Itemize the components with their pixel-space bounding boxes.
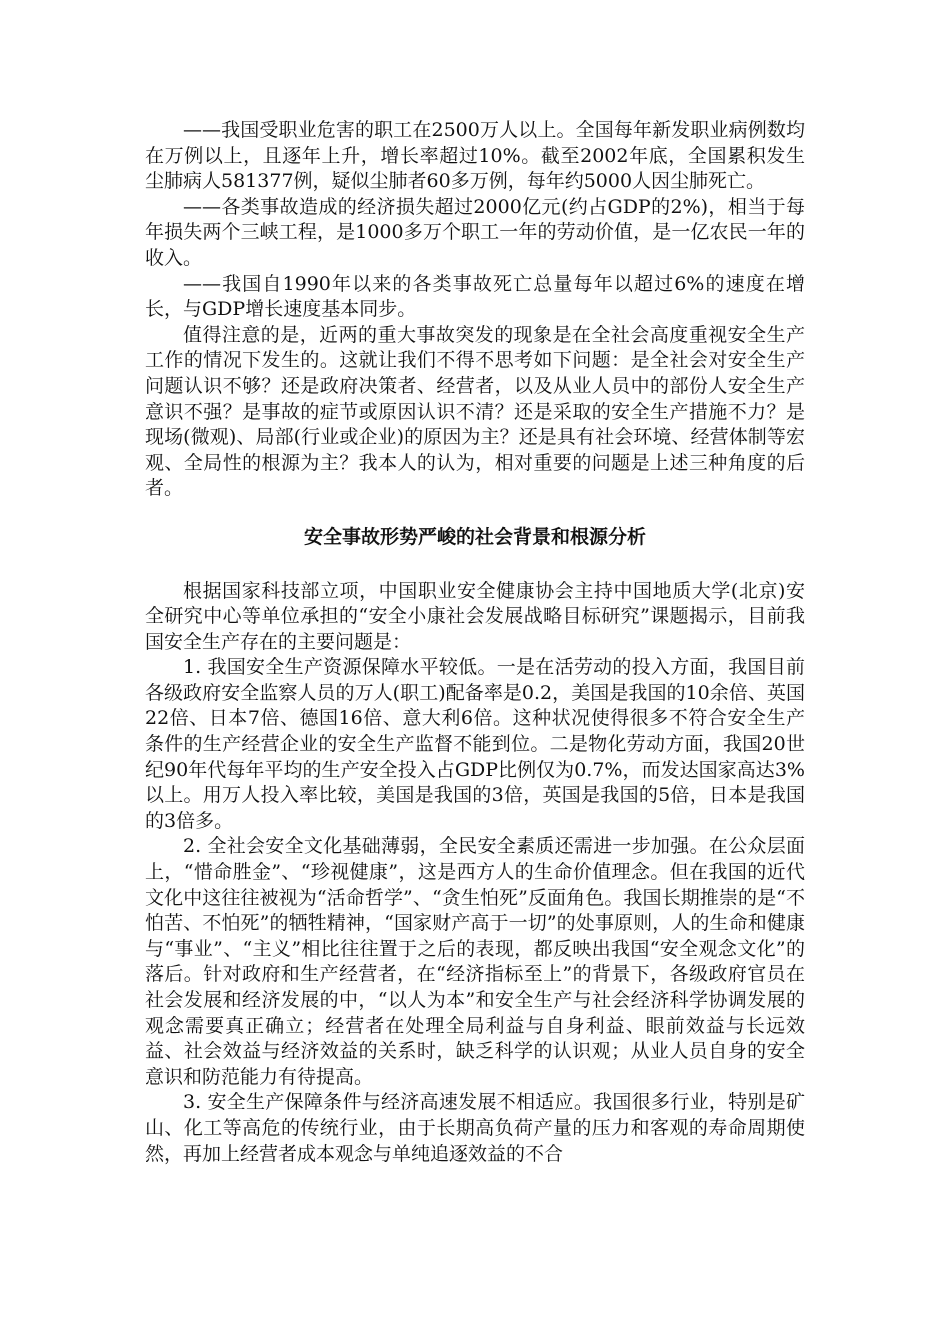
paragraph-research-intro: 根据国家科技部立项，中国职业安全健康协会主持中国地质大学(北京)安全研究中心等单位承担的“安全小康社会发展战略目标研究”课题揭示，目前我国安全生产存在的主要问题是： — [145, 579, 805, 653]
paragraph-questions: 值得注意的是，近两的重大事故突发的现象是在全社会高度重视安全生产工作的情况下发生的。这就让我们不得不思考如下问题：是全社会对安全生产问题认识不够？还是政府决策者、经营者，以及从业人员中的部份人安全生产意识不强？是事故的症节或原因认识不清？还是采取的安全生产措施不力？是现场(微观)、局部(行业或企业)的原因为主？还是具有社会环境、经营体制等宏观、全局性的根源为主？我本人的认为，相对重要的问题是上述三种角度的后者。 — [145, 323, 805, 500]
paragraph-occupational-hazard: ——我国受职业危害的职工在2500万人以上。全国每年新发职业病例数均在万例以上，且逐年上升，增长率超过10%。截至2002年底，全国累积发生尘肺病人581377例，疑似尘肺者60多万例，每年约5000人因尘肺死亡。 — [145, 119, 805, 193]
paragraph-item-2-culture: 2. 全社会安全文化基础薄弱，全民安全素质还需进一步加强。在公众层面上，“惜命胜金”、“珍视健康”，这是西方人的生命价值理念。但在我国的近代文化中这往往被视为“活命哲学”、“贪生怕死”反面角色。我国长期推崇的是“不怕苦、不怕死”的牺牲精神，“国家财产高于一切”的处事原则，人的生命和健康与“事业”、“主义”相比往往置于之后的表现，都反映出我国“安全观念文化”的落后。针对政府和生产经营者，在“经济指标至上”的背景下，各级政府官员在社会发展和经济发展的中，“以人为本”和安全生产与社会经济科学协调发展的观念需要真正确立；经营者在处理全局利益与自身利益、眼前效益与长远效益、社会效益与经济效益的关系时，缺乏科学的认识观；从业人员自身的安全意识和防范能力有待提高。 — [145, 835, 805, 1088]
document-page — [145, 118, 805, 1167]
paragraph-death-growth: ——我国自1990年以来的各类事故死亡总量每年以超过6%的速度在增长，与GDP增长速度基本同步。 — [145, 272, 805, 321]
paragraph-item-1-resources: 1. 我国安全生产资源保障水平较低。一是在活劳动的投入方面，我国目前各级政府安全监察人员的万人(职工)配备率是0.2，美国是我国的10余倍、英国22倍、日本7倍、德国16倍、意大利6倍。这种状况使得很多不符合安全生产条件的生产经营企业的安全生产监督不能到位。二是物化劳动方面，我国20世纪90年代每年平均的生产安全投入占GDP比例仅为0.7%，而发达国家高达3%以上。用万人投入率比较，美国是我国的3倍，英国是我国的5倍，日本是我国的3倍多。 — [145, 656, 805, 832]
section-heading: 安全事故形势严峻的社会背景和根源分析 — [303, 525, 646, 548]
paragraph-item-3-conditions: 3. 安全生产保障条件与经济高速发展不相适应。我国很多行业，特别是矿山、化工等高危的传统行业，由于长期高负荷产量的压力和客观的寿命周期使然，再加上经营者成本观念与单纯追逐效益的不合 — [145, 1091, 805, 1165]
paragraph-economic-loss: ——各类事故造成的经济损失超过2000亿元(约占GDP的2%)，相当于每年损失两个三峡工程，是1000多万个职工一年的劳动价值，是一亿农民一年的收入。 — [145, 195, 805, 269]
